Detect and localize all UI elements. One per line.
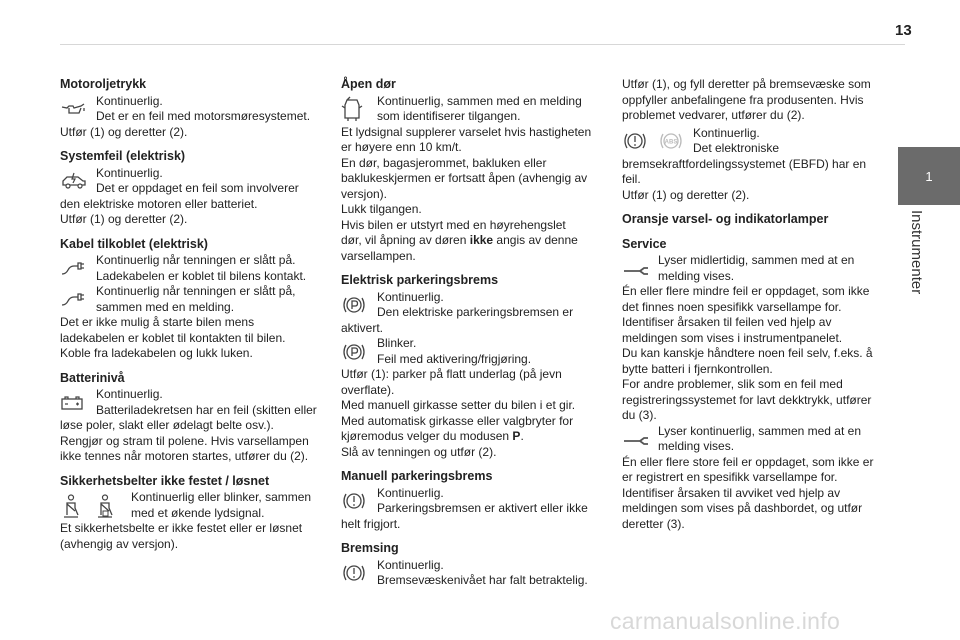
watermark: carmanualsonline.info	[610, 608, 841, 634]
brake-icon	[341, 558, 373, 589]
entry-epb-2: Blinker. Feil med aktivering/frigjøring.	[341, 336, 593, 367]
entry-system-fault: Kontinuerlig. Det er oppdaget en feil som involverer	[60, 166, 322, 197]
entry-service-2: Lyser kontinuerlig, sammen med at en melding vises.	[622, 424, 888, 455]
page-number: 13	[895, 22, 912, 39]
entry-battery-level: Kontinuerlig. Batteriladekretsen har en feil (skitten eller	[60, 387, 322, 418]
column-2: Åpen dør Kontinuerlig, sammen med en melding som identifiserer tilgangen. Et lydsignal supplerer varselet hvis hastigheten er høyere enn 10 km/t. En dør, bagasjerommet, bakluken eller baklukeskjermen er fortsatt åpen (avhengig av versjon). Lukk tilgangen. Hvis bilen er utstyrt med en høyrehengslet dør, vil åpning av døren ikke angis av denne varsellampen. Elektrisk parkeringsbrems Kontinuerlig. Den elektriske parkeringsbremsen er aktivert. Blinker. Feil med aktivering/frigjøring. Utfør (1): parker på flatt underlag (på jevn overflate). Med manuell girkasse setter du bilen i et gir. Med automatisk girkasse eller valgbryter for kjøremodus velger du modusen P. Slå av tenningen og utfør (2). Manuell parkeringsbrems Kontinuerlig. Parkeringsbremsen er aktivert eller ikke helt frigjort. Bremsing Kontinuerlig. Bremsevæskenivået har falt betraktelig.	[341, 77, 592, 587]
entry-oil-pressure: Kontinuerlig. Det er en feil med motorsmøresystemet.	[60, 94, 322, 125]
oil-can-icon	[60, 94, 92, 125]
entry-braking: Kontinuerlig. Bremsevæskenivået har falt betraktelig.	[341, 558, 593, 589]
heading-electric-parking-brake: Elektrisk parkeringsbrems	[341, 273, 499, 287]
heading-open-door: Åpen dør	[341, 77, 396, 91]
entry-service-1: Lyser midlertidig, sammen med at en melding vises.	[622, 253, 888, 284]
parking-brake-icon	[341, 336, 373, 367]
charging-cable-icon	[60, 284, 92, 315]
car-fault-icon	[60, 166, 92, 197]
entry-cable-connected-1: Kontinuerlig når tenningen er slått på. Ladekabelen er koblet til bilens kontakt.	[60, 253, 322, 284]
battery-icon	[60, 387, 92, 418]
entry-manual-parking-brake: Kontinuerlig. Parkeringsbremsen er aktivert eller ikke	[341, 486, 593, 517]
charging-cable-icon	[60, 253, 92, 284]
brake-icon	[341, 486, 373, 517]
column-3: Utfør (1), og fyll deretter på bremsevæske som oppfyller anbefalingene fra produsenten. Hvis problemet vedvarer, utfører du (2). ABS Kontinuerlig. Det elektroniske bremsekraftfordelingssystemet (EBFD) har en feil. Utfør (1) og deretter (2). Oransje varsel- og indikatorlamper Service Lyser midlertidig, sammen med at en melding vises. Én eller flere mindre feil er oppdaget, som ikke det finnes noen spesifikk varsellampe for. Identifiser årsaken til feilen ved hjelp av meldingen som vises i instrumentpanelet. Du kan kanskje håndtere noen feil selv, f.eks. å bytte batteri i fjernkontrollen. For andre problemer, slik som en feil med registreringssystemet for lavt dekktrykk, utfører du (3). Lyser kontinuerlig, sammen med at en melding vises. Én eller flere store feil er oppdaget, som ikke er er registrert en spesifikk varsellampe for. Identifiser årsaken til avviket ved hjelp av meldingen som vises på dashbordet, og utfør deretter (3).	[622, 77, 888, 532]
parking-brake-icon	[341, 290, 373, 321]
top-divider	[60, 44, 905, 45]
entry-open-door: Kontinuerlig, sammen med en melding som identifiserer tilgangen.	[341, 94, 593, 125]
entry-ebfd: ABS Kontinuerlig. Det elektroniske	[622, 126, 888, 157]
heading-battery-level: Batterinivå	[60, 370, 125, 385]
entry-cable-connected-2: Kontinuerlig når tenningen er slått på, sammen med en melding.	[60, 284, 322, 315]
heading-oil-pressure: Motoroljetrykk	[60, 77, 147, 91]
column-1: Motoroljetrykk Kontinuerlig. Det er en feil med motorsmøresystemet. Utfør (1) og deretter (2). Systemfeil (elektrisk) Kontinuerlig. Det er oppdaget en feil som involverer den elektriske motoren eller batteriet. Utfør (1) og deretter (2). Kabel tilkoblet (elektrisk) Kontinuerlig når tenningen er slått på. Ladekabelen er koblet til bilens kontakt. Kontinuerlig når tenningen er slått på, sammen med en melding. Det er ikke mulig å starte bilen mens ladekabelen er koblet til kontakten til bilen. Koble fra ladekabelen og lukk luken. Batterinivå Kontinuerlig. Batteriladekretsen har en feil (skitten eller løse poler, slakt eller ødelagt belte osv.). Rengjør og stram til polene. Hvis varsellampen ikke tennes når motoren startes, utfører du (2). Sikkerhetsbelter ikke festet / løsnet Kontinuerlig eller blinker, sammen med et økende lydsignal. Et sikkerhetsbelte er ikke festet eller er løsnet (avhengig av versjon).	[60, 77, 322, 552]
chapter-tab[interactable]: 1	[898, 147, 960, 205]
heading-service: Service	[622, 236, 667, 251]
heading-seatbelts: Sikkerhetsbelter ikke festet / løsnet	[60, 473, 270, 488]
seatbelt-icon	[60, 490, 127, 521]
svg-text:ABS: ABS	[664, 139, 678, 146]
heading-manual-parking-brake: Manuell parkeringsbrems	[341, 469, 493, 483]
wrench-icon	[622, 424, 654, 455]
entry-seatbelts: Kontinuerlig eller blinker, sammen med et økende lydsignal.	[60, 490, 322, 521]
entry-epb-1: Kontinuerlig. Den elektriske parkeringsbremsen er	[341, 290, 593, 321]
heading-orange-lamps: Oransje varsel- og indikatorlamper	[622, 212, 829, 226]
abs-icon	[622, 126, 689, 157]
chapter-label: Instrumenter	[908, 210, 925, 295]
heading-cable-connected: Kabel tilkoblet (elektrisk)	[60, 236, 208, 251]
heading-braking: Bremsing	[341, 541, 399, 555]
wrench-icon	[622, 253, 654, 284]
open-door-icon	[341, 94, 373, 125]
heading-system-fault: Systemfeil (elektrisk)	[60, 149, 186, 163]
